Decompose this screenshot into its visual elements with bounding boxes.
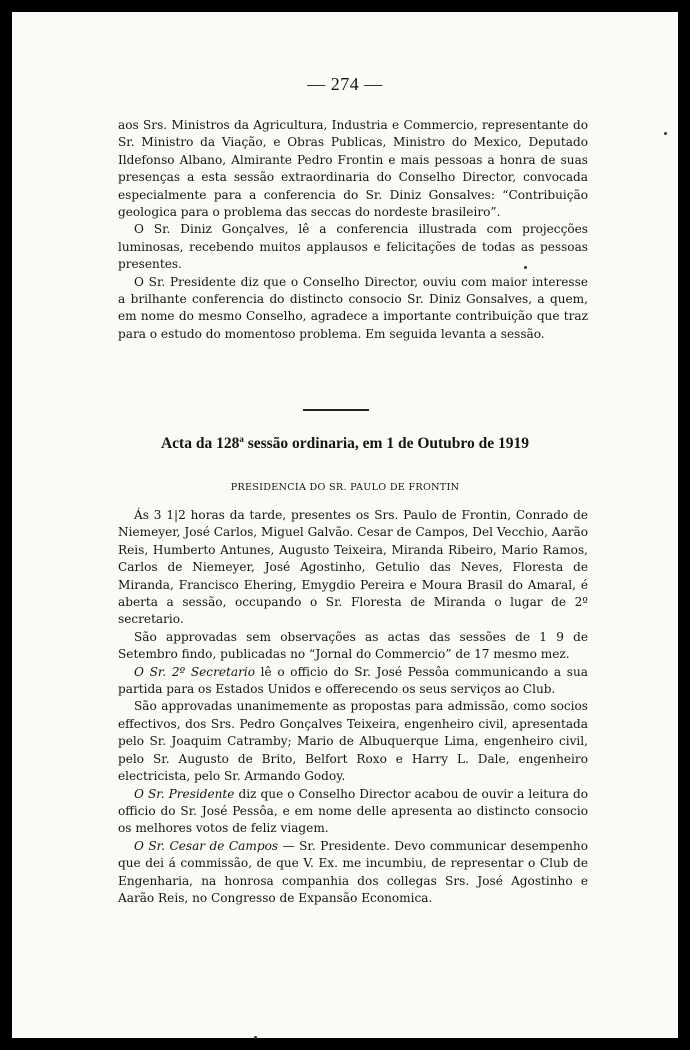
session-title-suffix: sessão ordinaria, em 1 de Outubro de 1919	[243, 435, 530, 453]
paragraph-text: — Sr. Presidente. Devo communicar desempenho que dei á commissão, de que V. Ex. me incumbiu, de representar o Club de Engenharia, na honrosa companhia dos collegas Srs. José Agostinho e Aarão Reis, no Congresso de Expansão Economica.	[118, 838, 589, 905]
paragraph-text: lê o officio do Sr. José Pessôa communicando a sua partida para os Estados Unidos e offerecendo os seus serviços ao Club.	[118, 664, 588, 697]
paragraph	[118, 786, 588, 838]
speaker: O Sr. 2º Secretario	[134, 664, 256, 679]
section-divider	[303, 409, 369, 411]
paragraph	[118, 838, 588, 908]
speck	[254, 1036, 257, 1039]
paragraph: São approvadas unanimemente as propostas para admissão, como socios effectivos, dos Srs. Pedro Gonçalves Teixeira, engenheiro civil, apresentada pelo Sr. Joaquim Catramby; Mario de Albuquerque Lima, engenheiro civil, pelo Sr. Augusto de Brito, Belfort Roxo e Harry L. Dale, engenheiro electricista, pelo Sr. Armando Godoy.	[118, 699, 588, 784]
paragraph: aos Srs. Ministros da Agricultura, Industria e Commercio, representante do Sr. Ministro da Viação, e Obras Publicas, Ministro do Mexico, Deputado Ildefonso Albano, Almirante Pedro Frontin e mais pessoas a honra de suas presenças a esta sessão extraordinaria do Conselho Director, convocada especialmente para a conferencia do Sr. Diniz Gonsalves: “Contribuição geologica para o problema das seccas do nordeste brasileiro”.	[118, 118, 588, 220]
previous-minutes-ending	[118, 117, 588, 343]
paragraph: São approvadas sem observações as actas das sessões de 1 9 de Setembro findo, publicadas no “Jornal do Commercio” de 17 mesmo mez.	[118, 629, 588, 662]
paragraph: Ás 3 1|2 horas da tarde, presentes os Srs. Paulo de Frontin, Conrado de Niemeyer, José Carlos, Miguel Galvão. Cesar de Campos, Del Vecchio, Aarão Reis, Humberto Antunes, Augusto Teixeira, Miranda Ribeiro, Mario Ramos, Carlos de Niemeyer, José Agostinho, Getulio das Neves, Floresta de Miranda, Francisco Ehering, Emygdio Pereira e Moura Brasil do Amaral, é aberta a sessão, occupando o Sr. Floresta de Miranda o lugar de 2º secretario.	[118, 508, 588, 627]
paragraph-text: diz que o Conselho Director acabou de ouvir a leitura do officio do Sr. José Pessôa, e em nome delle apresenta ao distincto consocio os melhores votos de feliz viagem.	[118, 786, 588, 836]
speck	[664, 132, 667, 135]
paragraph: O Sr. Presidente diz que o Conselho Director, ouviu com maior interesse a brilhante conferencia do distincto consocio Sr. Diniz Gonsalves, a quem, em nome do mesmo Conselho, agradece a importante contribuição que traz para o estudo do momentoso problema. Em seguida levanta a sessão.	[118, 274, 588, 341]
speaker: O Sr. Cesar de Campos	[134, 838, 279, 853]
paragraph	[118, 664, 588, 699]
page-number: — 274 —	[307, 74, 383, 94]
session-title	[0, 434, 690, 453]
speaker: O Sr. Presidente	[134, 786, 235, 801]
paragraph: O Sr. Diniz Gonçalves, lê a conferencia illustrada com projecções luminosas, recebendo muitos applausos e felicitações de todas as pessoas presentes.	[118, 222, 588, 272]
presidency-line: PRESIDENCIA DO SR. PAULO DE FRONTIN	[230, 482, 460, 493]
session-title-ordinal: a	[239, 434, 244, 444]
session-128-minutes	[118, 507, 588, 907]
session-title-prefix: Acta da 128	[160, 435, 240, 453]
